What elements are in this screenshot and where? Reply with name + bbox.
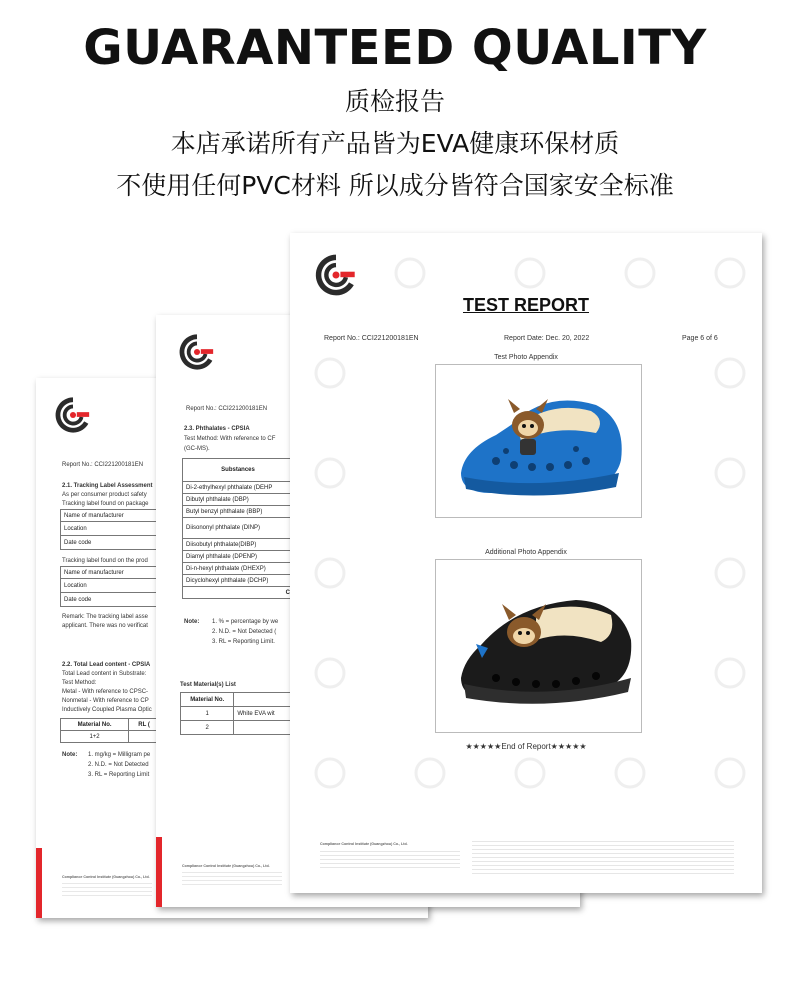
table-cell: Dibutyl phthalate (DBP) — [183, 494, 294, 506]
note-line: 3. RL = Reporting Limit — [88, 772, 150, 778]
report-page-front — [290, 233, 762, 893]
text-line: Test Method: With reference to CF — [184, 436, 276, 442]
table-cell: White EVA wit — [234, 707, 292, 721]
footer-company: Compliance Control Institute (Guangzhou) Co., Ltd. — [320, 842, 408, 846]
table-cell: Name of manufacturer — [61, 567, 210, 579]
table-header: RL ( — [129, 719, 160, 731]
text-line: Total Lead content in Substrate: — [62, 671, 147, 677]
section-title: 2.1. Tracking Label Assessment — [62, 483, 153, 489]
remark-line: Remark: The tracking label asse — [62, 614, 148, 620]
table-header: Material No. — [61, 719, 129, 731]
section-title: Test Material(s) List — [180, 682, 236, 688]
headline-promise-1: 本店承诺所有产品皆为EVA健康环保材质 — [170, 129, 620, 158]
lead-table — [60, 718, 160, 743]
photo-caption: Additional Photo Appendix — [485, 549, 567, 556]
note-line: 1. mg/kg = Milligram pe — [88, 752, 151, 758]
table-cell: 1 — [181, 707, 234, 721]
section-title: 2.2. Total Lead content - CPSIA — [62, 662, 151, 668]
photo-caption: Test Photo Appendix — [494, 354, 558, 361]
note-label: Note: — [62, 752, 78, 758]
black-clog-image — [436, 560, 641, 732]
note-line: 2. N.D. = Not Detected ( — [212, 629, 277, 635]
table-cell — [129, 731, 160, 743]
table-cell: Diisononyl phthalate (DINP) — [183, 518, 294, 539]
note-label: Note: — [184, 619, 200, 625]
table-header: Substances — [183, 459, 294, 482]
report-number: Report No.: CCI221200181EN — [186, 406, 268, 412]
table-cell: Location — [61, 579, 210, 593]
footer-address-lines — [320, 851, 460, 869]
text-line: Test Method: — [62, 680, 97, 686]
company-logo-icon — [314, 253, 358, 297]
end-of-report: ★★★★★End of Report★★★★★ — [465, 742, 587, 751]
section-title: 2.3. Phthalates - CPSIA — [184, 426, 250, 432]
headline-promise-2: 不使用任何PVC材料 所以成分皆符合国家安全标准 — [116, 171, 674, 200]
phthalates-table — [182, 458, 294, 599]
text-line: Inductively Coupled Plasma Optic — [62, 707, 152, 713]
footer-company: Compliance Control Institute (Guangzhou) Co., Ltd. — [62, 875, 150, 879]
footer-address-lines — [182, 872, 282, 888]
table-cell: Date code — [61, 536, 210, 550]
table-cell: Location — [61, 522, 210, 536]
table-cell: Dicyclohexyl phthalate (DCHP) — [183, 575, 294, 587]
red-accent-bar — [156, 837, 162, 907]
table-cell: Diisobutyl phthalate(DIBP) — [183, 539, 294, 551]
test-photo-blue-clog — [435, 364, 642, 518]
text-line: Tracking label found on package — [62, 501, 149, 507]
text-line: Metal - With reference to CPSC- — [62, 689, 149, 695]
report-number: Report No.: CCI221200181EN — [324, 335, 419, 342]
table-header: Material No. — [181, 693, 234, 707]
table-cell — [234, 721, 292, 735]
table-cell: Name of manufacturer — [61, 510, 210, 522]
remark-line: applicant. There was no verificat — [62, 623, 148, 629]
text-line: As per consumer product safety — [62, 492, 147, 498]
blue-clog-image — [436, 365, 641, 517]
note-line: 3. RL = Reporting Limit. — [212, 639, 275, 645]
note-line: 1. % = percentage by we — [212, 619, 279, 625]
report-title: TEST REPORT — [462, 295, 589, 315]
table-cell: C — [183, 587, 294, 599]
material-list-table — [180, 692, 292, 735]
text-line: Tracking label found on the prod — [62, 558, 148, 564]
red-accent-bar — [36, 848, 42, 918]
report-number: Report No.: CCI221200181EN — [62, 462, 144, 468]
headline-title: GUARANTEED QUALITY — [83, 20, 707, 76]
table-cell: Di-2-ethylhexyl phthalate (DEHP — [183, 482, 294, 494]
footer-disclaimer-lines — [472, 841, 734, 875]
footer-company: Compliance Control Institute (Guangzhou) Co., Ltd. — [182, 864, 270, 868]
company-logo-icon — [178, 333, 216, 371]
headline-subtitle: 质检报告 — [344, 87, 445, 116]
table-cell — [234, 693, 292, 707]
text-line: Nonmetal - With reference to CP — [62, 698, 149, 704]
test-photo-black-clog — [435, 559, 642, 733]
table-cell: 2 — [181, 721, 234, 735]
report-date: Report Date: Dec. 20, 2022 — [504, 335, 590, 342]
note-line: 2. N.D. = Not Detected — [88, 762, 149, 768]
table-cell: 1+2 — [61, 731, 129, 743]
table-cell: Diamyl phthalate (DPENP) — [183, 551, 294, 563]
table-cell: Butyl benzyl phthalate (BBP) — [183, 506, 294, 518]
table-cell: Di-n-hexyl phthalate (DHEXP) — [183, 563, 294, 575]
text-line: (GC-MS). — [184, 446, 210, 452]
footer-address-lines — [62, 883, 152, 899]
page-number: Page 6 of 6 — [682, 335, 718, 342]
table-cell: Date code — [61, 593, 210, 607]
company-logo-icon — [54, 396, 92, 434]
